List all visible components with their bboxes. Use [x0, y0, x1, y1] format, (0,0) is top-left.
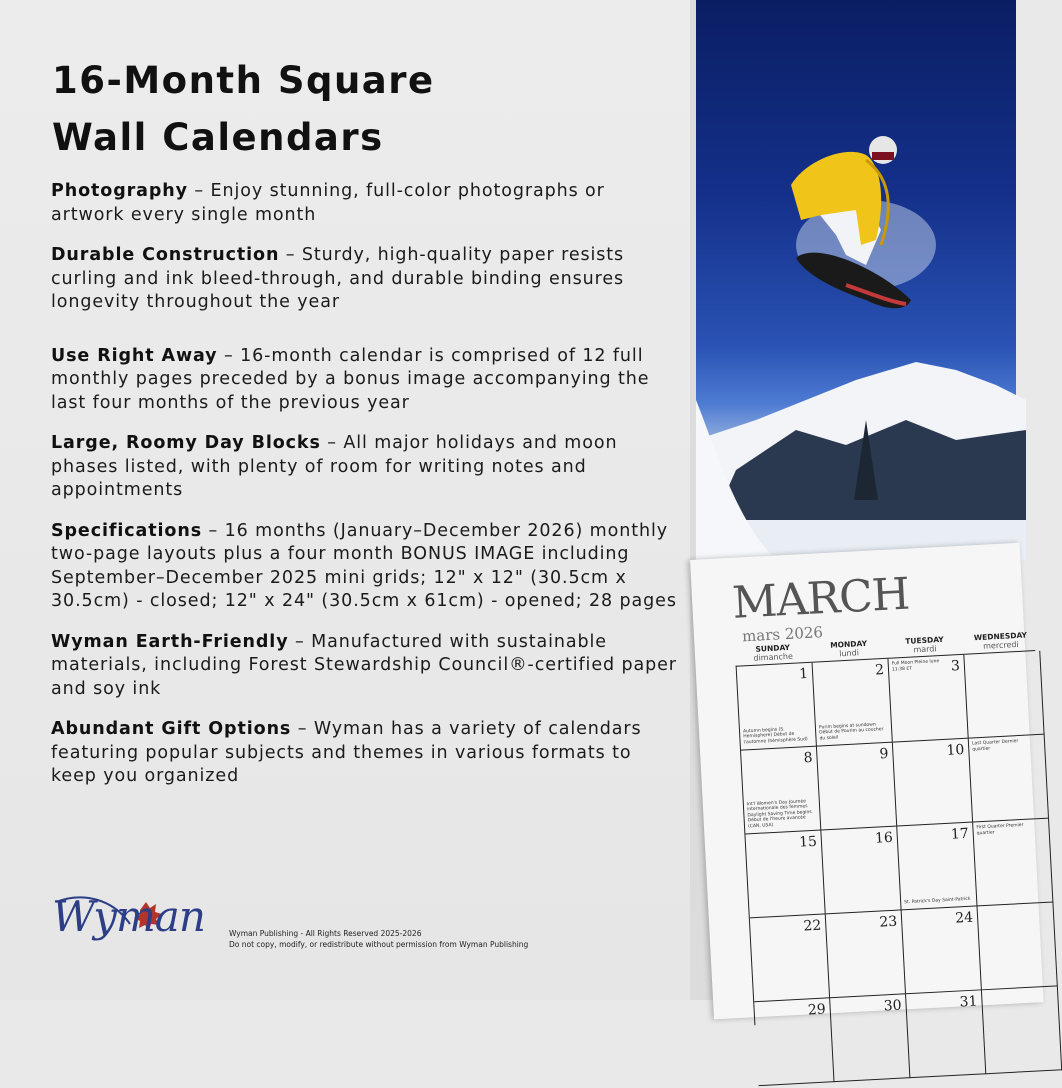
day-cell [973, 819, 1053, 907]
day-note [761, 1077, 831, 1081]
day-topnote [900, 826, 955, 829]
wyman-logo [52, 884, 222, 964]
day-cell [902, 906, 982, 994]
day-note [833, 989, 903, 993]
day-note [753, 910, 823, 914]
feature-text: – 16-month calendar is comprised of 12 full monthly pages preceded by a bonus image accompanying the last four months of the previous year [51, 345, 650, 413]
day-cell [745, 830, 825, 918]
feature-heading: Durable Construction [51, 245, 280, 265]
day-note [757, 993, 827, 997]
copyright-notice [229, 929, 629, 950]
day-number: 9 [879, 745, 889, 763]
day-cell [893, 739, 973, 827]
day-cell [830, 994, 910, 1082]
feature-item [51, 520, 681, 614]
day-number: 30 [883, 997, 903, 1015]
day-header [810, 638, 887, 660]
feature-list [51, 180, 681, 806]
title-line-1: 16-Month Square [52, 59, 435, 102]
day-cell [964, 651, 1044, 739]
day-number: 15 [798, 833, 818, 851]
feature-item [51, 718, 681, 789]
day-topnote [909, 994, 964, 997]
day-number: 16 [874, 829, 894, 847]
calendar-preview [690, 0, 1028, 1019]
day-topnote: First Quarter Premier quartier [976, 822, 1024, 836]
day-header [962, 630, 1039, 652]
day-note [896, 734, 966, 738]
day-topnote [744, 751, 799, 754]
feature-text: – Manufactured with sustainable materials, including Forest Stewardship Council®-certified paper and soy ink [51, 631, 677, 699]
day-cell [826, 910, 906, 998]
day-name-fr: lundi [839, 648, 860, 659]
day-note [900, 818, 970, 822]
day-note [837, 1073, 907, 1077]
day-name: TUESDAY [905, 634, 944, 646]
day-number: 29 [807, 1001, 827, 1019]
day-note [985, 981, 1055, 985]
feature-item [51, 345, 681, 416]
day-number: 1 [798, 665, 809, 683]
feature-heading: Specifications [51, 520, 203, 541]
day-note: Autumn begins (S. Hemisphere) Début de l'automne (hémisphère Sud) [742, 726, 808, 745]
day-topnote [740, 667, 795, 670]
day-number: 24 [954, 909, 974, 927]
day-topnote [985, 990, 1040, 993]
day-cell [982, 986, 1062, 1074]
day-header [886, 634, 963, 656]
day-topnote: Last Quarter Dernier quartier [971, 739, 1019, 752]
day-number: 17 [950, 825, 970, 843]
day-topnote [896, 743, 951, 746]
day-topnote [833, 998, 888, 1001]
feature-text: – 16 months (January–December 2026) monthly two-page layouts plus a four month BONUS IMAGE including September–December 2025 mini grids; 12" x 12" (30.5cm x 30.5cm) - closed; 12" x 24" (30.5cm x 61cm) - opened; 28 pages [51, 520, 677, 611]
title-line-2: Wall Calendars [52, 116, 384, 159]
day-topnote [824, 830, 879, 833]
day-note [913, 1069, 983, 1073]
day-topnote [981, 906, 1036, 909]
page-title [52, 52, 672, 166]
feature-heading: Photography [51, 181, 188, 201]
day-name: MONDAY [829, 638, 868, 650]
day-number: 22 [803, 917, 822, 935]
logo-wordmark: Wyman [52, 892, 205, 941]
day-note [828, 906, 898, 910]
day-note [989, 1065, 1059, 1069]
day-cell [754, 998, 834, 1086]
feature-heading: Large, Roomy Day Blocks [51, 433, 321, 453]
feature-heading: Wyman Earth-Friendly [51, 631, 289, 652]
day-note: St. Patrick's Day Saint-Patrick [904, 896, 971, 905]
day-topnote: Full Moon Pleine lune 11:38 ET [891, 659, 940, 673]
day-cell [750, 914, 830, 1002]
day-number: 31 [959, 993, 978, 1011]
day-cell [897, 823, 977, 911]
day-topnote [905, 910, 960, 913]
day-topnote [749, 834, 804, 837]
day-cell [969, 735, 1049, 823]
day-topnote [757, 1002, 812, 1005]
day-name-fr: mardi [913, 644, 937, 655]
day-note [971, 730, 1041, 734]
month-subtitle: mars 2026 [741, 623, 824, 646]
snowboarder-photo [696, 0, 1016, 560]
day-note: Purim begins at sundown Début de Pourim au coucher du soleil [818, 722, 884, 741]
day-note: Int'l Women's Day Journée internationale des femmes Daylight Saving Time begins Début de l'heure avancée (CAN, USA) [746, 798, 812, 829]
day-cell [906, 990, 986, 1078]
day-name-fr: mercredi [982, 639, 1019, 651]
feature-text: – Wyman has a variety of calendars featuring popular subjects and themes in various formats to keep you organized [51, 719, 642, 786]
day-name: WEDNESDAY [973, 630, 1028, 643]
feature-item [51, 432, 681, 503]
feature-heading: Abundant Gift Options [51, 719, 292, 739]
day-number: 3 [950, 658, 961, 675]
day-cell [817, 743, 897, 831]
feature-item [51, 631, 681, 702]
calendar-grid [736, 650, 1054, 1025]
day-note [824, 822, 894, 826]
day-cell [821, 827, 901, 915]
day-topnote [829, 914, 884, 917]
day-number: 8 [803, 749, 813, 767]
feature-item [51, 180, 681, 227]
feature-text: – Enjoy stunning, full-color photographs or artwork every single month [51, 181, 605, 225]
day-cell [741, 747, 821, 835]
day-name-fr: dimanche [753, 651, 794, 663]
day-topnote [753, 918, 808, 921]
day-cell [978, 902, 1058, 990]
day-cell [737, 663, 817, 751]
day-topnote [816, 663, 871, 666]
day-cell [813, 659, 893, 747]
day-topnote [820, 747, 875, 750]
day-note [980, 898, 1050, 902]
day-header [735, 642, 812, 664]
feature-heading: Use Right Away [51, 345, 218, 366]
calendar-grid-page [690, 543, 1044, 1020]
copyright-line: Do not copy, modify, or redistribute without permission from Wyman Publishing [229, 939, 529, 949]
feature-item [51, 244, 681, 315]
day-number: 2 [874, 662, 885, 679]
day-name: SUNDAY [755, 642, 791, 654]
copyright-line: Wyman Publishing - All Rights Reserved 2025-2026 [229, 929, 422, 938]
snowboarder-illustration [696, 0, 1016, 560]
day-cell [888, 655, 968, 743]
day-number: 10 [946, 741, 965, 759]
day-number: 23 [878, 913, 898, 931]
month-title: MARCH [730, 568, 911, 629]
day-note [976, 814, 1046, 818]
day-topnote [967, 655, 1022, 658]
day-note [909, 985, 979, 989]
feature-text: – Sturdy, high-quality paper resists curling and ink bleed-through, and durable binding ensures longevity throughout the year [51, 245, 625, 312]
feature-text: – All major holidays and moon phases listed, with plenty of room for writing notes and appointments [51, 433, 618, 500]
